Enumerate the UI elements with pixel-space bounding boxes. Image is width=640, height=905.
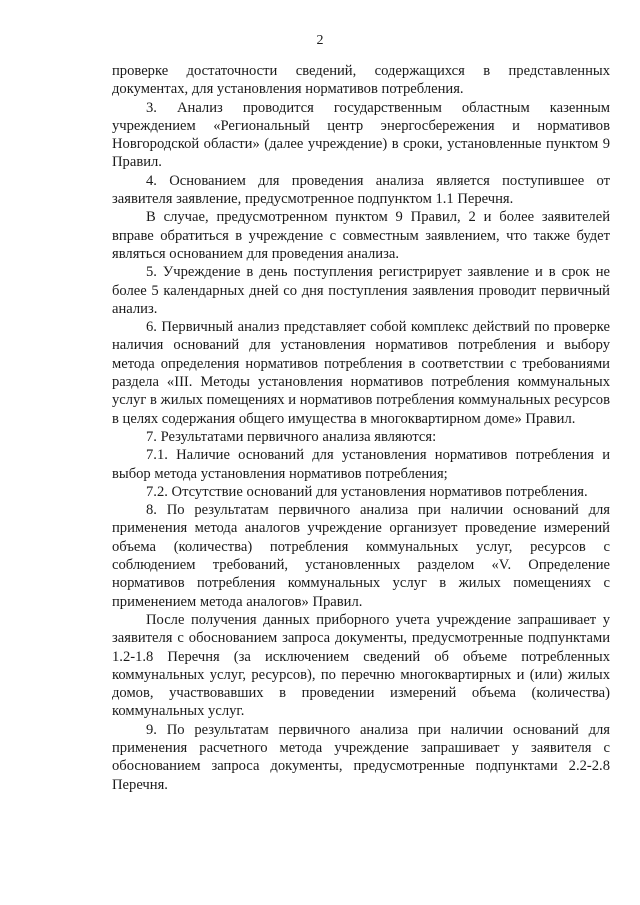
paragraph-4-joint-application: В случае, предусмотренном пунктом 9 Правил, 2 и более заявителей вправе обратиться в учреждение с совместным заявлением, что также будет являться основанием для проведения анализа.: [112, 209, 610, 262]
paragraph-8: 8. По результатам первичного анализа при наличии оснований для применения метода аналогов учреждение организует проведение измерений объема (количества) потребления коммунальных услуг, ресурсов с соблюдением требований, установленных разделом «V. Определение нормативов потребления коммунальных услуг в жилых помещениях с применением метода аналогов» Правил.: [112, 502, 610, 610]
paragraph-7-1: 7.1. Наличие оснований для установления нормативов потребления и выбор метода установления нормативов потребления;: [112, 447, 610, 482]
paragraph-5: 5. Учреждение в день поступления регистрирует заявление и в срок не более 5 календарных дней со дня поступления заявления проводит первичный анализ.: [112, 264, 610, 317]
page-number: 2: [316, 33, 324, 48]
paragraph-6: 6. Первичный анализ представляет собой комплекс действий по проверке наличия оснований для установления нормативов потребления и выбору метода определения нормативов потребления в соответствии с требованиями раздела «III. Методы установления нормативов потребления коммунальных услуг в жилых помещениях и нормативов потребления коммунальных ресурсов в целях содержания общего имущества в многоквартирном доме» Правил.: [112, 319, 610, 427]
paragraph-continuation: проверке достаточности сведений, содержащихся в представленных документах, для установления нормативов потребления.: [112, 63, 610, 98]
paragraph-3: 3. Анализ проводится государственным областным казенным учреждением «Региональный центр энергосбережения и нормативов Новгородской области» (далее учреждение) в сроки, установленные пунктом 9 Правил.: [112, 99, 610, 171]
paragraph-7: 7. Результатами первичного анализа являются:: [146, 428, 437, 445]
document-body: [112, 62, 610, 794]
paragraph-8-metering-data: После получения данных приборного учета учреждение запрашивает у заявителя с обоснованием запроса документы, предусмотренные подпунктами 1.2-1.8 Перечня (за исключением сведений об объеме потребленных коммунальных услуг, ресурсов), по перечню многоквартирных и (или) жилых домов, участвовавших в проведении измерений объема (количества) коммунальных услуг.: [112, 611, 610, 720]
paragraph-9: 9. По результатам первичного анализа при наличии оснований для применения расчетного метода учреждение запрашивает у заявителя с обоснованием запроса документы, предусмотренные подпунктами 2.2-2.8 Перечня.: [112, 721, 610, 793]
paragraph-4: 4. Основанием для проведения анализа является поступившее от заявителя заявление, предусмотренное подпунктом 1.1 Перечня.: [112, 172, 610, 208]
paragraph-7-2: 7.2. Отсутствие оснований для установления нормативов потребления.: [146, 483, 588, 500]
